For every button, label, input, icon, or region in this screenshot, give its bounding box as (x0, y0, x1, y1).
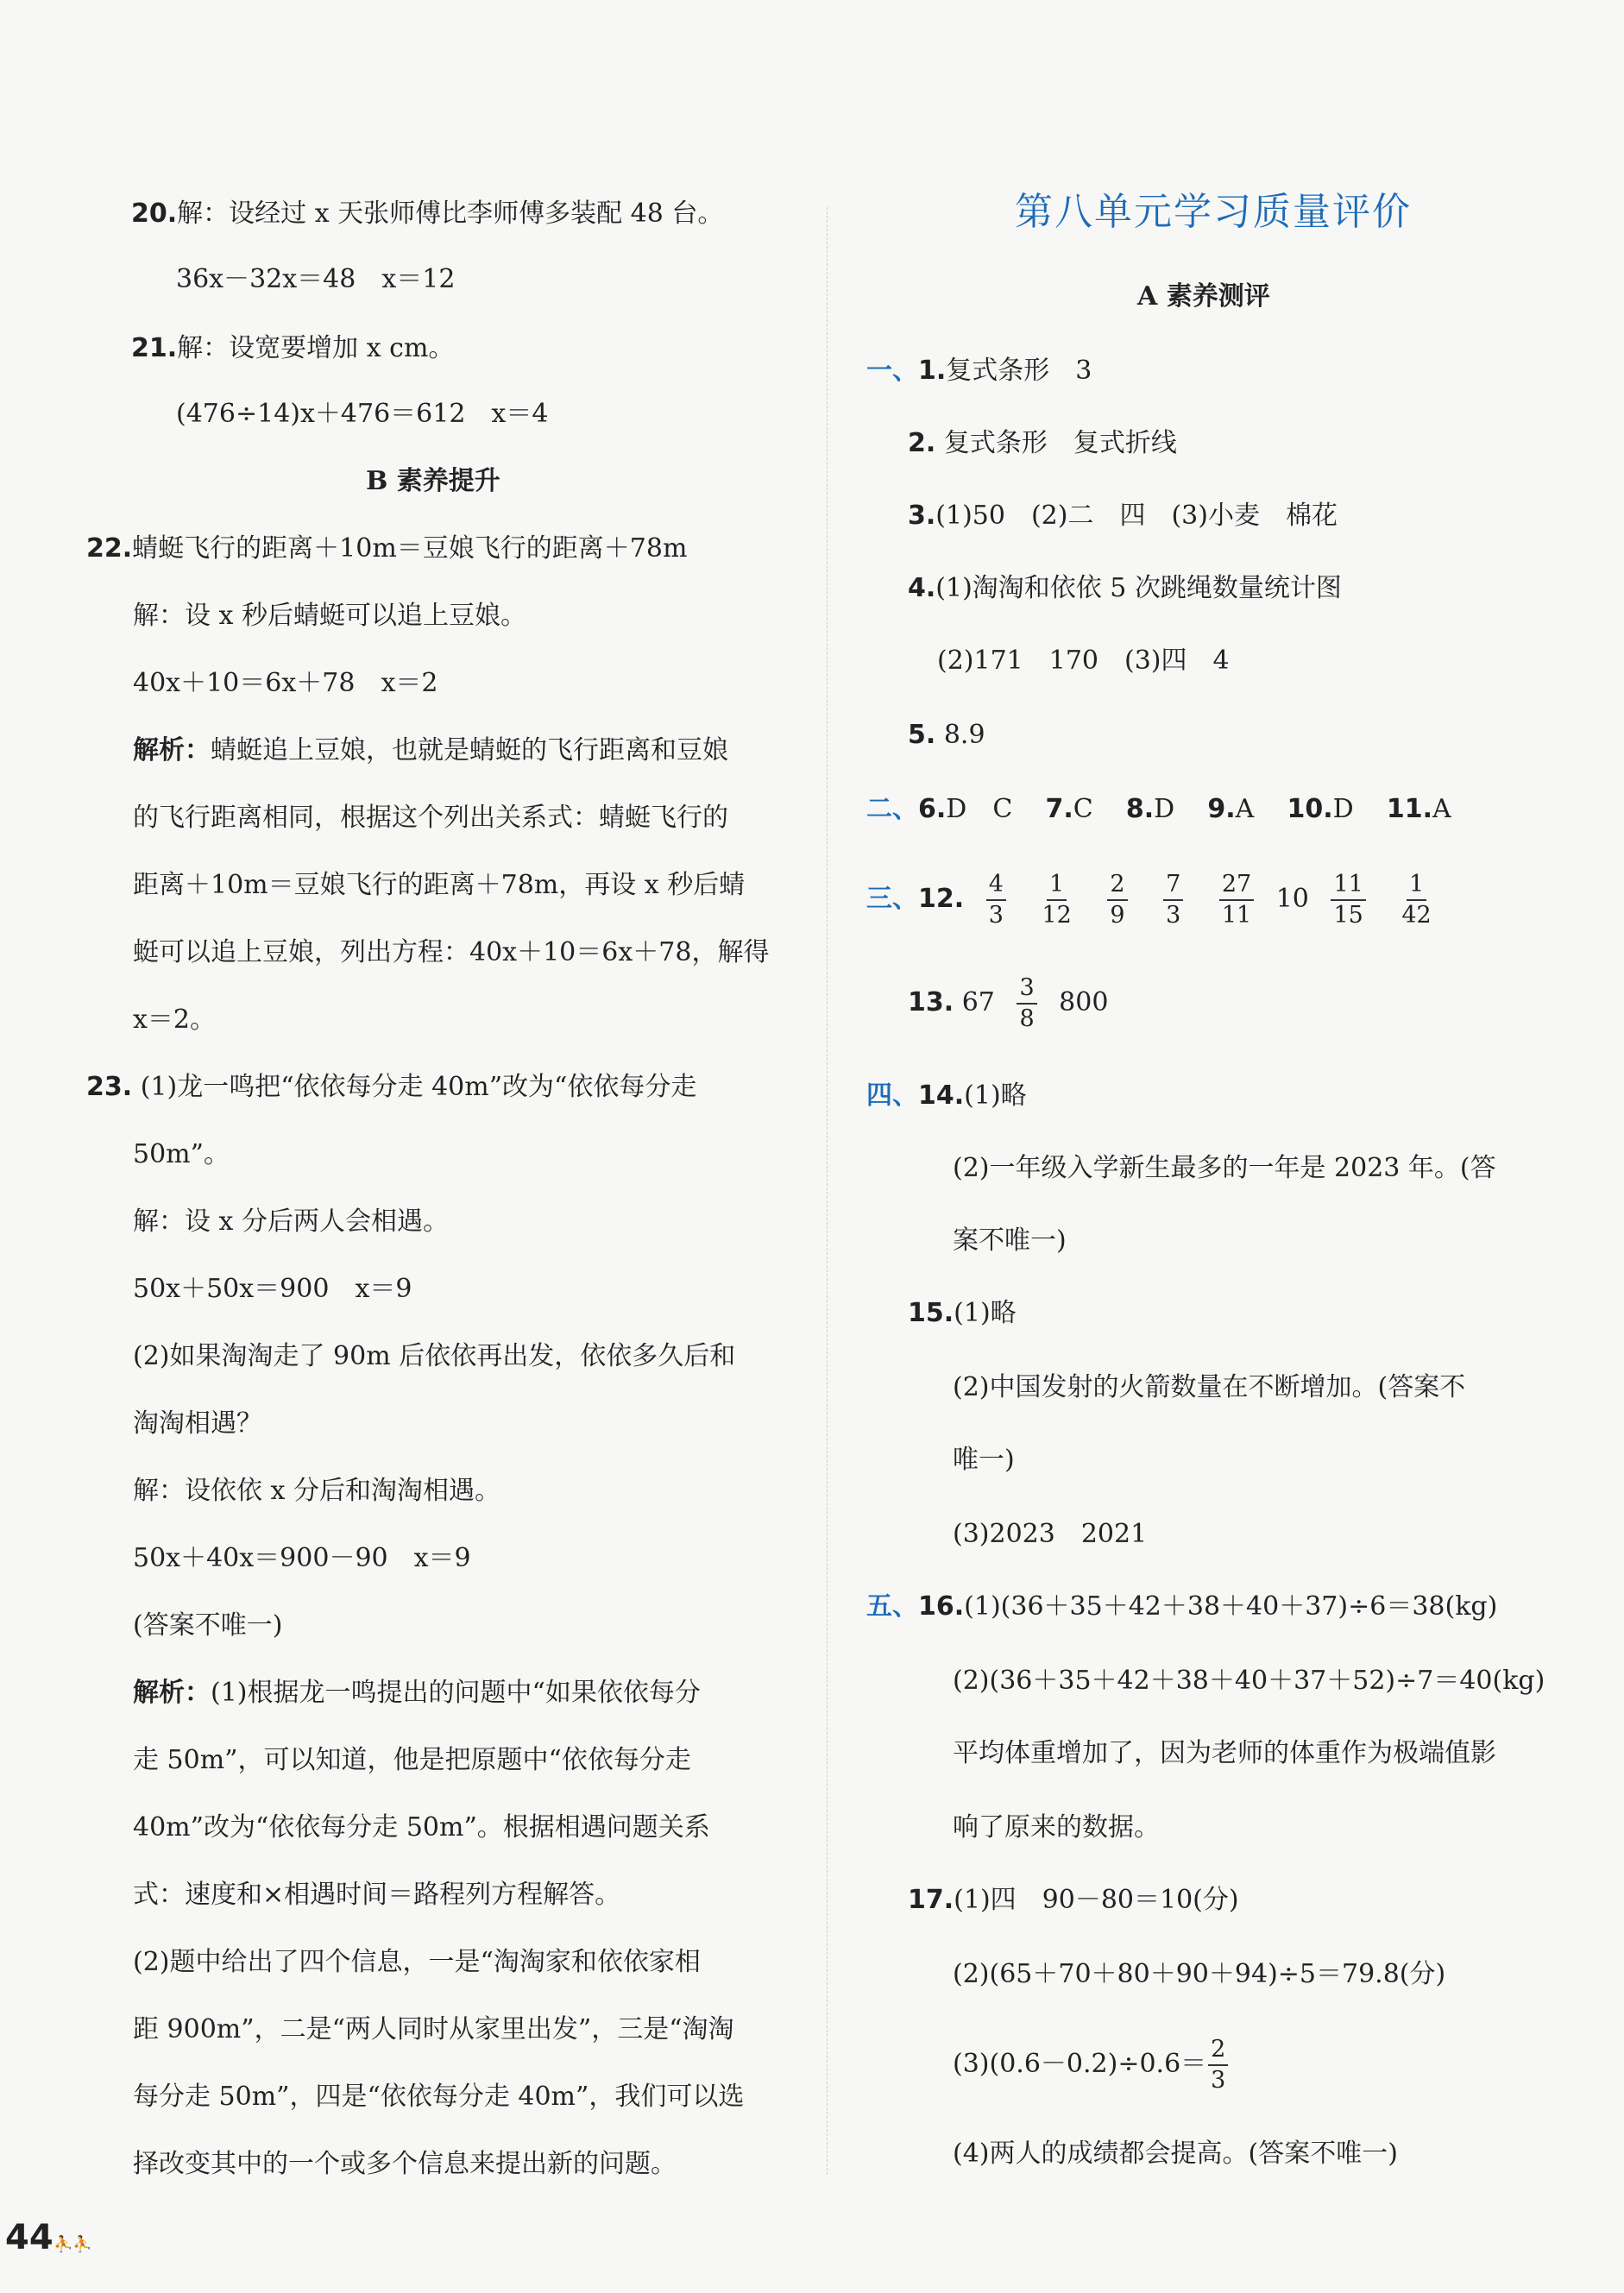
fraction: $\frac{27}{11}$ (1219, 870, 1254, 930)
q16-line: 响了原来的数据。 (953, 1812, 1160, 1843)
q23-line: 50m”。 (133, 1139, 230, 1169)
q22-analysis-line: x＝2。 (133, 1005, 217, 1035)
q4-line: (2)171 170 (3)四 4 (937, 646, 1230, 676)
q16: 五、16.(1)(36＋35＋42＋38＋40＋37)÷6＝38(kg) (866, 1591, 1498, 1622)
q22-analysis: 解析：蜻蜓追上豆娘，也就是蜻蜓的飞行距离和豆娘 (133, 735, 728, 765)
q22-analysis-line: 距离＋10m＝豆娘飞行的距离＋78m，再设 x 秒后蜻 (133, 870, 746, 900)
fraction: $\frac{3}{8}$ (1017, 973, 1036, 1034)
q2: 2. 复式条形 复式折线 (908, 428, 1177, 458)
fraction: $\frac{2}{3}$ (1208, 2035, 1228, 2095)
q3: 3.(1)50 (2)二 四 (3)小麦 棉花 (908, 501, 1338, 531)
q23-analysis-line: 走 50m”，可以知道，他是把原题中“依依每分走 (133, 1745, 691, 1775)
q23-line: 50x＋40x＝900－90 x＝9 (133, 1543, 471, 1573)
q23-line: (答案不唯一) (133, 1610, 283, 1641)
q22-analysis-line: 的飞行距离相同，根据这个列出关系式：蜻蜓飞行的 (133, 803, 728, 833)
fraction: $\frac{2}{9}$ (1107, 870, 1127, 930)
page-number: 44 (5, 2218, 54, 2258)
page-title: 第八单元学习质量评价 (1015, 190, 1412, 234)
fraction: $\frac{7}{3}$ (1163, 870, 1183, 930)
q22: 22.蜻蜓飞行的距离＋10m＝豆娘飞行的距离＋78m (86, 533, 688, 564)
q1: 一、1.复式条形 3 (866, 356, 1092, 386)
q23-line: 解：设依依 x 分后和淘淘相遇。 (133, 1476, 500, 1506)
q17-line: (3)(0.6－0.2)÷0.6＝ $\frac{2}{3}$ (953, 2030, 1242, 2099)
q23-analysis-line: 40m”改为“依依每分走 50m”。根据相遇问题关系 (133, 1812, 710, 1843)
fraction: $\frac{11}{15}$ (1331, 870, 1365, 930)
q15-line: (3)2023 2021 (953, 1519, 1148, 1549)
fraction: $\frac{4}{3}$ (986, 870, 1006, 930)
q12: 三、12. $\frac{4}{3}$ $\frac{1}{12}$ $\frac{2}{9}$ $\frac{7}{3}$ $\frac{27}{11}$ 10 $\frac{11}{15}$ $\frac{1}{42}$ (866, 871, 1432, 929)
q23-analysis-line: 式：速度和×相遇时间＝路程列方程解答。 (133, 1880, 621, 1910)
q23-analysis-line: 每分走 50m”，四是“依依每分走 40m”，我们可以选 (133, 2082, 745, 2112)
q16-line: (2)(36＋35＋42＋38＋40＋37＋52)÷7＝40(kg) (953, 1666, 1545, 1696)
q14: 四、14.(1)略 (866, 1080, 1027, 1111)
q14-line: (2)一年级入学新生最多的一年是 2023 年。(答 (953, 1153, 1496, 1183)
q16-line: 平均体重增加了，因为老师的体重作为极端值影 (953, 1738, 1496, 1768)
q14-line: 案不唯一) (953, 1225, 1067, 1256)
q23: 23. (1)龙一鸣把“依依每分走 40m”改为“依依每分走 (86, 1072, 697, 1102)
section-a-heading: A 素养测评 (1137, 281, 1270, 312)
q20-equation: 36x－32x＝48 x＝12 (176, 264, 456, 294)
q21: 21.解：设宽要增加 x cm。 (131, 333, 455, 363)
section-2-answers: 二、6.D C 7.C 8.D 9.A 10.D 11.A (866, 794, 1451, 824)
q17-line: (2)(65＋70＋80＋90＋94)÷5＝79.8(分) (953, 1959, 1446, 1989)
fraction: $\frac{1}{12}$ (1042, 871, 1072, 929)
q23-line: 解：设 x 分后两人会相遇。 (133, 1206, 449, 1237)
q23-line: (2)如果淘淘走了 90m 后依依再出发，依依多久后和 (133, 1341, 736, 1371)
q17: 17.(1)四 90－80＝10(分) (908, 1885, 1239, 1915)
section-b-heading: B 素养提升 (366, 466, 500, 496)
fraction: $\frac{1}{42}$ (1401, 871, 1432, 929)
q22-line: 40x＋10＝6x＋78 x＝2 (133, 668, 438, 698)
q21-equation: (476÷14)x＋476＝612 x＝4 (176, 399, 549, 429)
q15-line: (2)中国发射的火箭数量在不断增加。(答案不 (953, 1372, 1466, 1402)
q4: 4.(1)淘淘和依依 5 次跳绳数量统计图 (908, 573, 1342, 603)
q23-analysis-line: (2)题中给出了四个信息，一是“淘淘家和依依家相 (133, 1947, 701, 1977)
q17-line: (4)两人的成绩都会提高。(答案不唯一) (953, 2139, 1398, 2169)
q22-line: 解：设 x 秒后蜻蜓可以追上豆娘。 (133, 601, 526, 631)
q22-analysis-line: 蜓可以追上豆娘，列出方程：40x＋10＝6x＋78，解得 (133, 937, 770, 967)
q20: 20.解：设经过 x 天张师傅比李师傅多装配 48 台。 (131, 198, 724, 229)
q23-line: 50x＋50x＝900 x＝9 (133, 1274, 412, 1304)
q15-line: 唯一) (953, 1445, 1015, 1475)
q23-analysis-line: 距 900m”，二是“两人同时从家里出发”，三是“淘淘 (133, 2014, 734, 2044)
q13: 13. 67 $\frac{3}{8}$ 800 (908, 974, 1109, 1032)
publisher-logo-icon: ⛹⛹ (54, 2235, 92, 2253)
q15: 15.(1)略 (908, 1298, 1017, 1328)
q23-line: 淘淘相遇？ (133, 1408, 262, 1439)
q23-analysis: 解析：(1)根据龙一鸣提出的问题中“如果依依每分 (133, 1678, 701, 1708)
column-divider (827, 207, 828, 2175)
q5: 5. 8.9 (908, 720, 985, 750)
q23-analysis-line: 择改变其中的一个或多个信息来提出新的问题。 (133, 2149, 677, 2179)
